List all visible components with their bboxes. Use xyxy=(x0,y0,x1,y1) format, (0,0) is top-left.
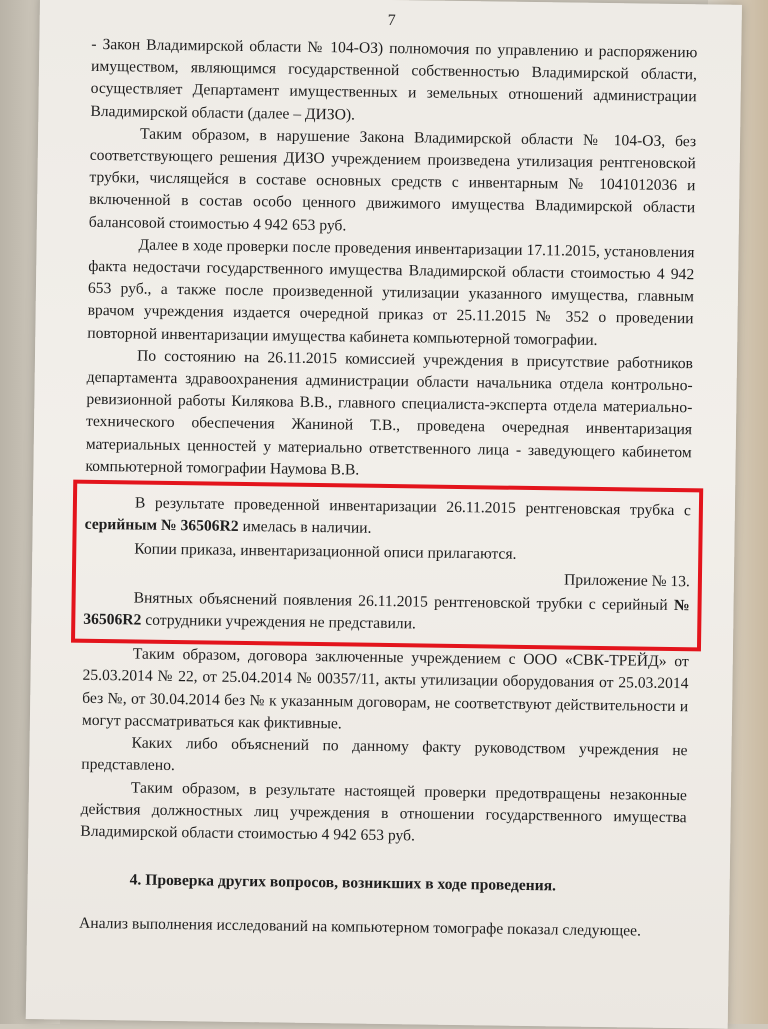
page-number: 7 xyxy=(387,11,396,30)
paragraph-violation: Таким образом, в нарушение Закона Владимирской области № 104-ОЗ, без соответствующего решения ДИЗО учреждением произведена утилизация рентгеновской трубки, числящейся в составе основных средств с инвентарным № 1041012036 и включенной в состав особо ценного движимого имущества Владимирской области балансовой стоимостью 4 942 653 руб. xyxy=(88,125,697,235)
serial-number: серийным № 36506R2 xyxy=(84,516,239,536)
no-explanation-tail: сотрудники учреждения не представили. xyxy=(141,611,417,633)
paragraph-prevented-actions: Таким образом, в результате настоящей проверки предотвращены незаконные действия должностных лиц учреждения в отношении государственного имущества Владимирской области стоимостью 4 942 653 руб. xyxy=(80,778,688,845)
paragraph-tomograph-analysis: Анализ выполнения исследований на компьютерном томографе показал следующее. xyxy=(78,915,642,940)
paragraph-copies-attached: Копии приказа, инвентаризационной описи прилагаются. xyxy=(134,540,517,564)
appendix-reference: Приложение № 13. xyxy=(563,571,691,590)
document-body xyxy=(79,34,698,944)
inventory-result-tail: имелась в наличии. xyxy=(238,518,372,538)
paragraph-commission: По состоянию на 26.11.2015 комиссией учреждения в присутствие работников департамента здравоохранения администрации области начальника отдела контрольно-ревизионной работы Килякова В.В., главного специалиста-эксперта отдела материально-технического обеспечения Жаниной Т.В., проведена очередная инвентаризация материальных ценностей у материально ответственного лица - заведующего кабинетом компьютерной томографии Наумова В.В. xyxy=(85,347,694,479)
paragraph-no-management-explanation: Каких либо объяснений по данному факту руководством учреждения не представлено. xyxy=(81,734,688,775)
paragraph-law-reference: - Закон Владимирской области № 104-ОЗ) полномочия по управлению и распоряжению имуществом, являющимся государственной собственностью Владимирской области, осуществляет Департамент имущественных и земельных отношений администрации Владимирской области (далее – ДИЗО). xyxy=(90,35,698,124)
paragraph-fictitious-contracts: Таким образом, договора заключенные учреждением с ООО «СВК-ТРЕЙД» от 25.03.2014 № 22, от 25.04.2014 № 00357/11, акты утилизации оборудования от 25.03.2014 без №, от 30.04.2014 без № к указанным договорам, не соответствуют действительности и могут рассматриваться как фиктивные. xyxy=(81,645,689,733)
no-explanation-text: Внятных объяснений появления 26.11.2015 рентгеновской трубки с серийный xyxy=(133,589,675,614)
paragraph-no-explanation xyxy=(83,587,690,640)
section-heading: 4. Проверка других вопросов, возникших в ходе проведения. xyxy=(129,871,557,895)
paragraph-inventory-result xyxy=(84,492,691,545)
document-page xyxy=(26,0,742,1029)
paragraph-inventory-order: Далее в ходе проверки после проведения инвентаризации 17.11.2015, установления факта недостачи государственного имущества Владимирской области стоимостью 4 942 653 руб., а также после произведенной утилизации указанного имущества, главным врачом учреждения издается очередной приказ от 25.11.2015 № 352 о проведении повторной инвентаризации имущества кабинета компьютерной томографии. xyxy=(87,236,695,349)
inventory-result-text: В результате проведенной инвентаризации 26.11.2015 рентгеновская трубка с xyxy=(134,494,692,520)
serial-number-2: № 36506R2 xyxy=(83,596,690,629)
highlighted-passage xyxy=(83,492,691,640)
